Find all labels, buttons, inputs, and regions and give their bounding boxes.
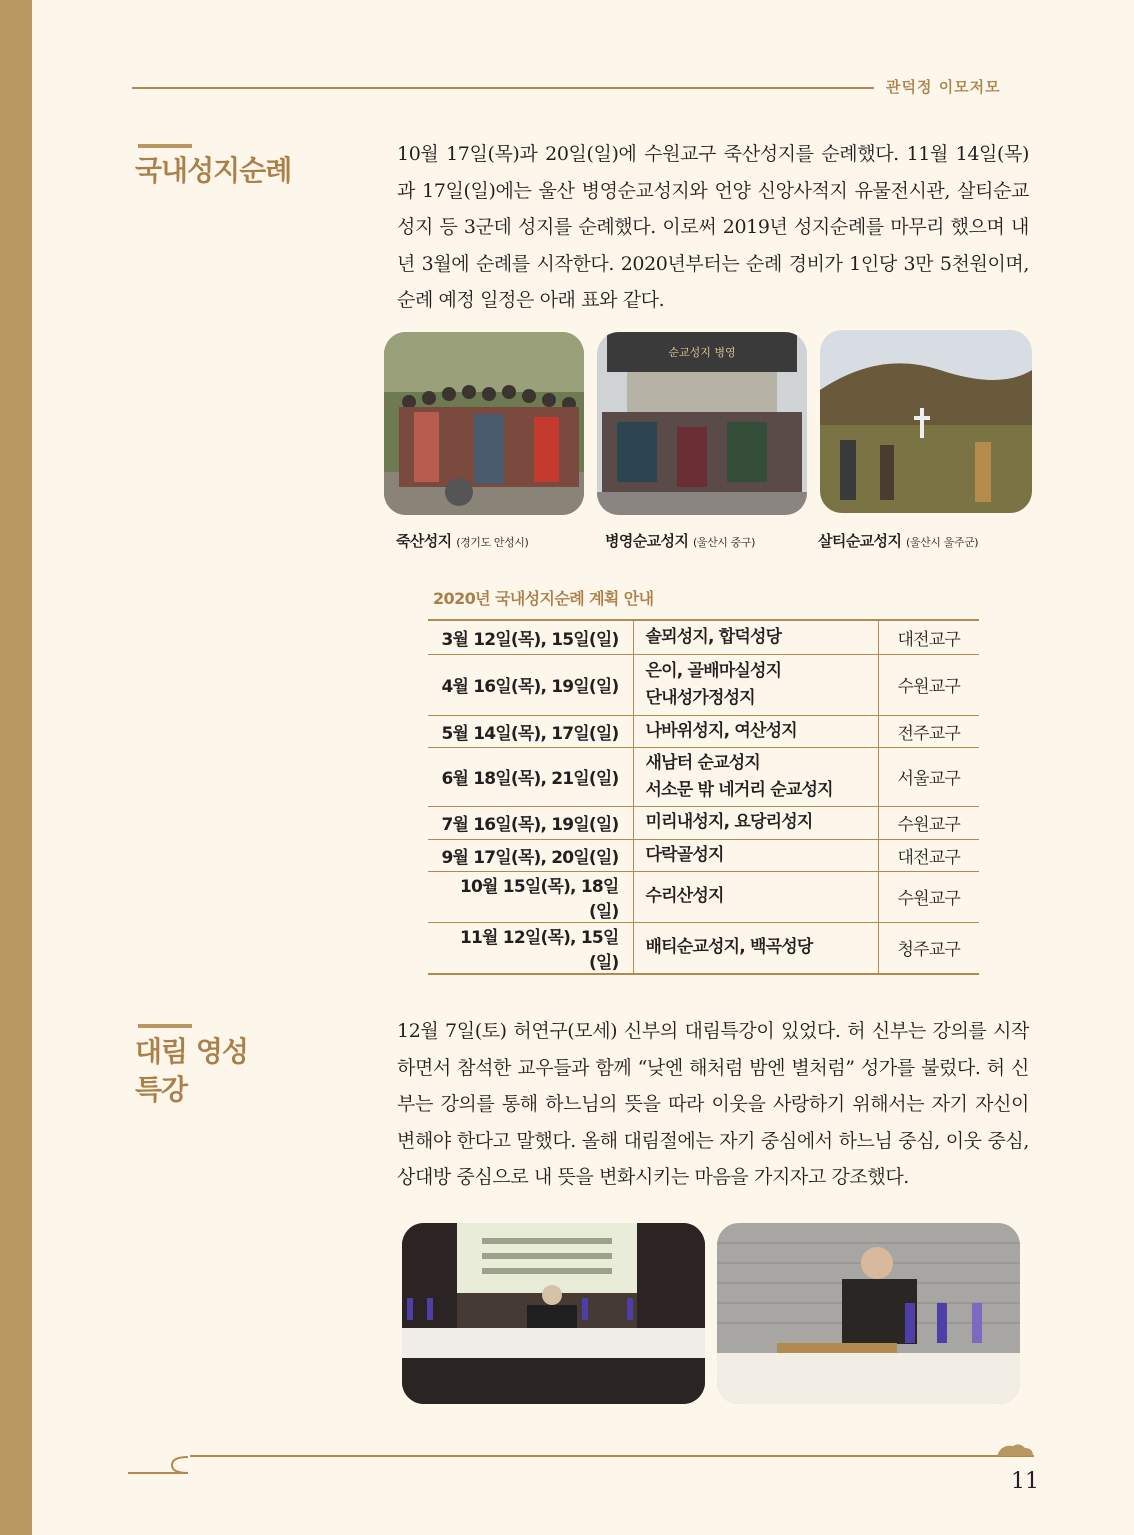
schedule-date: 3월 12일(목), 15일(일): [428, 620, 633, 654]
header-section-label: 관덕정 이모저모: [886, 78, 1001, 96]
table-row: [428, 654, 979, 715]
schedule-date: 9월 17일(목), 20일(일): [428, 839, 633, 871]
page-number: 11: [1011, 1469, 1039, 1494]
footer-cloud-ornament: [995, 1442, 1035, 1458]
schedule-date: 4월 16일(목), 19일(일): [428, 654, 633, 715]
place-line: 은이, 골배마실성지: [645, 660, 782, 681]
section-title-bar: [138, 1024, 192, 1028]
caption-location: (울산시 중구): [692, 536, 755, 549]
schedule-diocese: 대전교구: [878, 839, 979, 871]
schedule-diocese: 수원교구: [878, 654, 979, 715]
footer-rule: [190, 1455, 1034, 1457]
schedule-date: 6월 18일(목), 21일(일): [428, 747, 633, 806]
place-line: 서소문 밖 네거리 순교성지: [645, 779, 833, 800]
advent-paragraph: 12월 7일(토) 허연구(모세) 신부의 대림특강이 있었다. 허 신부는 강의를 시작하면서 참석한 교우들과 함께 “낮엔 해처럼 밤엔 별처럼” 성가를 불렀다. 허 신부는 강의를 통해 하느님의 뜻을 따라 이웃을 사랑하기 위해서는 자기 자신이 변해야 한다고 말했다. 올해 대림절에는 자기 중심에서 하느님 중심, 이웃 중심, 상대방 중심으로 내 뜻을 변화시키는 마음을 가지자고 강조했다.: [397, 1020, 1029, 1188]
title-line: 특강: [135, 1073, 188, 1106]
photo-byeongyeong-shrine: [597, 332, 807, 515]
schedule-place: [633, 715, 878, 747]
place-line: 새남터 순교성지: [645, 752, 760, 773]
schedule-date: 10월 15일(목), 18일(일): [428, 871, 633, 922]
schedule-diocese: 수원교구: [878, 806, 979, 839]
schedule-table-title: 2020년 국내성지순례 계획 안내: [433, 589, 654, 608]
schedule-diocese: 전주교구: [878, 715, 979, 747]
schedule-diocese: 수원교구: [878, 871, 979, 922]
place-line: 배티순교성지, 백곡성당: [645, 937, 813, 957]
caption-juksan: [396, 530, 528, 551]
place-line: 수리산성지: [645, 886, 724, 906]
place-line: 미리내성지, 요당리성지: [645, 812, 813, 832]
table-row: [428, 806, 979, 839]
schedule-diocese: 서울교구: [878, 747, 979, 806]
table-row: [428, 747, 979, 806]
schedule-date: 5월 14일(목), 17일(일): [428, 715, 633, 747]
schedule-place: [633, 654, 878, 715]
place-line: 다락골성지: [645, 844, 724, 865]
schedule-place: [633, 871, 878, 922]
table-row: [428, 715, 979, 747]
schedule-date: 11월 12일(목), 15일(일): [428, 922, 633, 974]
table-row: [428, 839, 979, 871]
schedule-diocese: 청주교구: [878, 922, 979, 974]
table-row: [428, 620, 979, 654]
pilgrimage-paragraph: 10월 17일(목)과 20일(일)에 수원교구 죽산성지를 순례했다. 11월 14일(목)과 17일(일)에는 울산 병영순교성지와 언양 신앙사적지 유물전시관, 살티순교성지 등 3군데 성지를 순례했다. 이로써 2019년 성지순례를 마무리 했으며 내년 3월에 순례를 시작한다. 2020년부터는 순례 경비가 1인당 3만 5천원이며, 순례 예정 일정은 아래 표와 같다.: [397, 143, 1029, 311]
left-margin-bar: [0, 0, 32, 1535]
schedule-place: [633, 620, 878, 654]
schedule-date: 7월 16일(목), 19일(일): [428, 806, 633, 839]
photo-lecture-closeup: [717, 1223, 1020, 1404]
schedule-place: [633, 922, 878, 974]
photo-juksan-shrine: [384, 332, 584, 515]
schedule-diocese: 대전교구: [878, 620, 979, 654]
caption-name: 병영순교성지: [605, 532, 689, 550]
place-line: 단내성가정성지: [645, 687, 755, 708]
schedule-place: [633, 839, 878, 871]
section-title-pilgrimage: 국내성지순례: [135, 154, 292, 187]
table-row: [428, 871, 979, 922]
place-line: 나바위성지, 여산성지: [645, 720, 797, 741]
photo-sign-text: 순교성지 병영: [668, 346, 736, 359]
place-line: 솔뫼성지, 합덕성당: [645, 626, 782, 647]
schedule-table: [428, 619, 979, 975]
schedule-place: [633, 806, 878, 839]
caption-location: (경기도 안성시): [456, 536, 529, 549]
caption-byeongyeong: [605, 530, 755, 551]
header-rule: [132, 87, 874, 89]
title-line: 대림 영성: [135, 1035, 248, 1068]
caption-name: 죽산성지: [396, 532, 452, 550]
photo-lecture-wide: [402, 1223, 705, 1404]
schedule-place: [633, 747, 878, 806]
caption-location: (울산시 울주군): [905, 536, 979, 549]
section-title-advent: [135, 1033, 248, 1109]
caption-salti: [818, 530, 978, 551]
table-row: [428, 922, 979, 974]
footer-ornament: [128, 1443, 198, 1479]
caption-name: 살티순교성지: [818, 532, 902, 550]
photo-salti-shrine: [820, 330, 1032, 513]
section-title-bar: [138, 144, 192, 148]
